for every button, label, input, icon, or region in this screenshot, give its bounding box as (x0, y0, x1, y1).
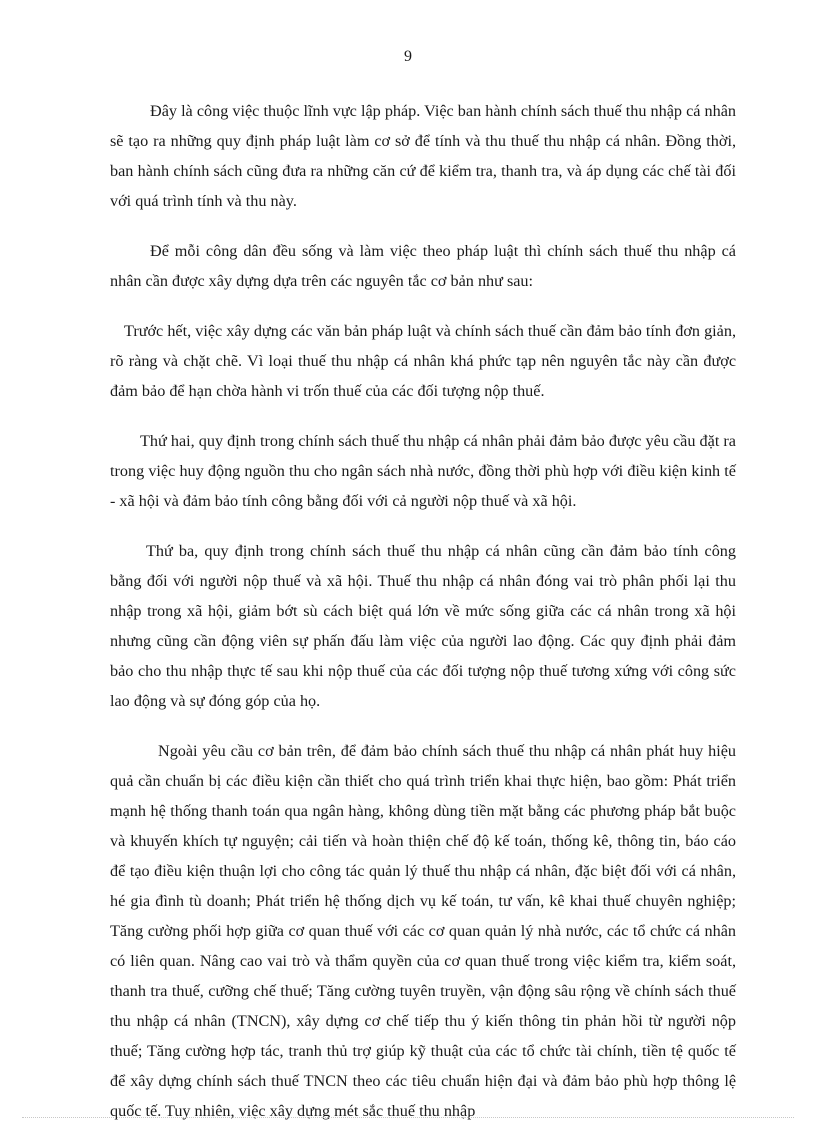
paragraph-second-principle: Thứ hai, quy định trong chính sách thuế thu nhập cá nhân phải đảm bảo được yêu cầu đặt ra trong việc huy động nguồn thu cho ngân sách nhà nước, đồng thời phù hợp với điều kiện kinh tế - xã hội và đảm bảo tính công bằng đối với cả người nộp thuế và xã hội. (110, 432, 736, 510)
document-body (110, 96, 736, 1126)
paragraph-first-principle: Trước hết, việc xây dựng các văn bản pháp luật và chính sách thuế cần đảm bảo tính đơn giản, rõ ràng và chặt chẽ. Vì loại thuế thu nhập cá nhân khá phức tạp nên nguyên tắc này cần được đảm bảo để hạn chờa hành vi trốn thuế của các đối tượng nộp thuế. (110, 322, 736, 400)
paragraph-legislative-work: Đây là công việc thuộc lĩnh vực lập pháp. Việc ban hành chính sách thuế thu nhập cá nhân sẽ tạo ra những quy định pháp luật làm cơ sở để tính và thu thuế thu nhập cá nhân. Đồng thời, ban hành chính sách cũng đưa ra những căn cứ để kiểm tra, thanh tra, và áp dụng các chế tài đối với quá trình tính và thu này. (110, 102, 736, 210)
page-number: 9 (404, 48, 412, 65)
paragraph-third-principle: Thứ ba, quy định trong chính sách thuế thu nhập cá nhân cũng cần đảm bảo tính công bằng đối với người nộp thuế và xã hội. Thuế thu nhập cá nhân đóng vai trò phân phối lại thu nhập trong xã hội, giảm bớt sù cách biệt quá lớn về mức sống giữa các cá nhân trong xã hội nhưng cũng cần động viên sự phấn đấu làm việc của người lao động. Các quy định phải đảm bảo cho thu nhập thực tế sau khi nộp thuế của các đối tượng nộp thuế tương xứng với công sức lao động và sự đóng góp của họ. (110, 542, 736, 710)
paragraph-implementation-conditions: Ngoài yêu cầu cơ bản trên, để đảm bảo chính sách thuế thu nhập cá nhân phát huy hiệu quả cần chuẩn bị các điều kiện cần thiết cho quá trình triển khai thực hiện, bao gồm: Phát triển mạnh hệ thống thanh toán qua ngân hàng, không dùng tiền mặt bằng các phương pháp bắt buộc và khuyến khích tự nguyện; cải tiến và hoàn thiện chế độ kế toán, thống kê, thông tin, báo cáo để tạo điều kiện thuận lợi cho công tác quản lý thuế thu nhập cá nhân, đặc biệt đối với cá nhân, hé gia đình tù doanh; Phát triển hệ thống dịch vụ kế toán, tư vấn, kê khai thuế chuyên nghiệp; Tăng cường phối hợp giữa cơ quan thuế với các cơ quan quản lý nhà nước, các tổ chức cá nhân có liên quan. Nâng cao vai trò và thẩm quyền của cơ quan thuế trong việc kiểm tra, kiểm soát, thanh tra thuế, cưỡng chế thuế; Tăng cường tuyên truyền, vận động sâu rộng về chính sách thuế thu nhập cá nhân (TNCN), xây dựng cơ chế tiếp thu ý kiến thông tin phản hồi từ người nộp thuế; Tăng cường hợp tác, tranh thủ trợ giúp kỹ thuật của các tổ chức tài chính, tiền tệ quốc tế để xây dựng chính sách thuế TNCN theo các tiêu chuẩn hiện đại và đảm bảo phù hợp thông lệ quốc tế. Tuy nhiên, việc xây dựng mét sắc thuế thu nhập (110, 742, 736, 1120)
page-bottom-divider (22, 1117, 794, 1118)
paragraph-principles-intro: Để mỗi công dân đều sống và làm việc theo pháp luật thì chính sách thuế thu nhập cá nhân cần được xây dựng dựa trên các nguyên tắc cơ bản như sau: (110, 242, 736, 290)
